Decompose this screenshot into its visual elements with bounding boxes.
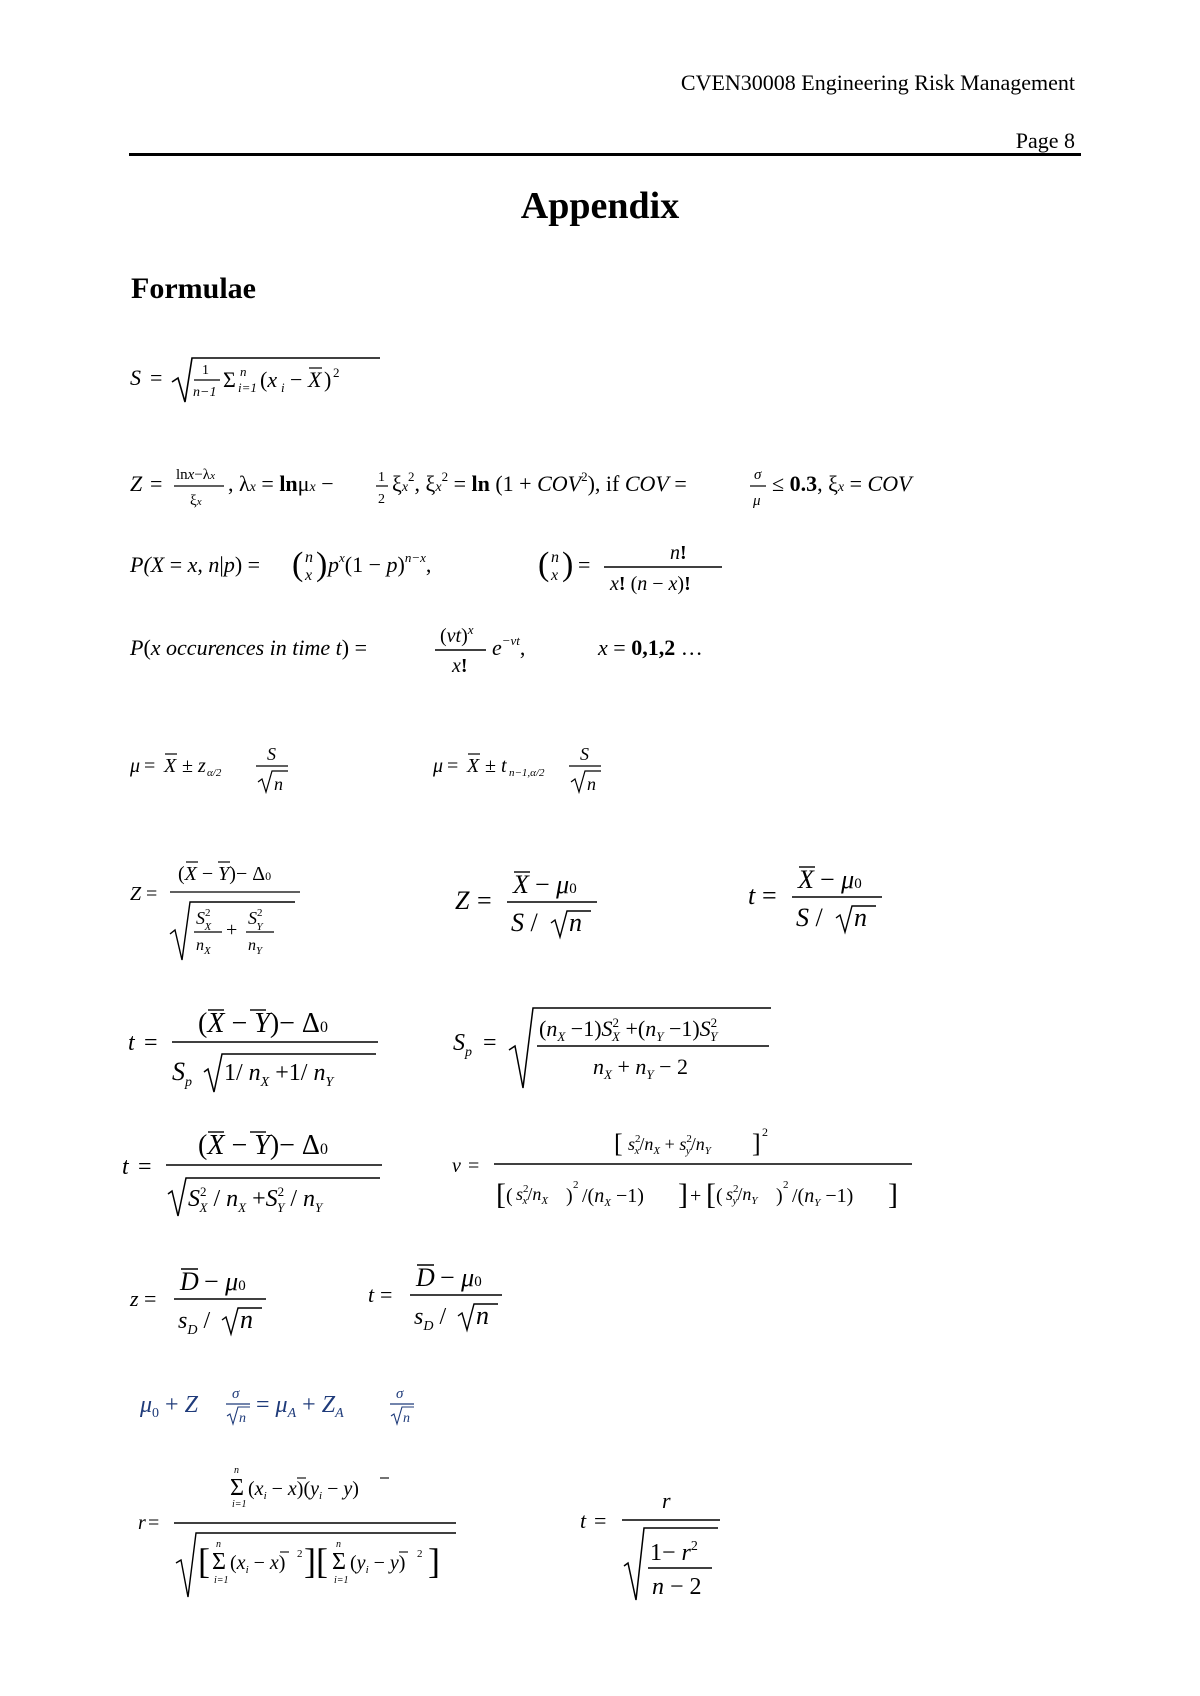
svg-text:=: = [477,886,492,915]
svg-text:1/ nX +1/ nY: 1/ $n_X +1/$ $n_Y$ [224,1060,334,1090]
svg-text:Σ: Σ [230,1475,244,1501]
svg-text:t: t [122,1154,129,1180]
svg-text:=: = [146,883,158,905]
svg-text:σ: σ [396,1386,404,1402]
svg-text:r: r [662,1488,671,1513]
svg-text:e−νt,: $e^{-\nu t}$, [492,633,526,660]
svg-text:(: ( [506,1185,513,1207]
svg-text:σ: σ [754,467,762,483]
svg-text:2: 2 [297,1548,303,1560]
formula-poisson [130,620,750,680]
svg-text:Sp: $S_p$ [172,1057,192,1090]
header-rule [129,153,1081,156]
svg-text:α/2: α/2 [207,767,222,779]
svg-text:[: [ [614,1129,623,1158]
svg-text:2: 2 [762,1125,768,1139]
svg-text:P(x occurences in time t) =: P(x occurences in time t) = [130,635,368,660]
svg-text:s2y/nY: $s^2$ $y/n_Y$ [726,1183,758,1207]
svg-text:=: = [148,1512,160,1534]
formula-t-paired [368,1258,518,1338]
svg-text:n−1: n−1 [193,385,217,400]
page-number: Page 8 [1015,128,1075,153]
svg-text:+: + [690,1185,702,1207]
svg-text:S2X / nX +S2Y / nY: $S^2$ $X / n_X +S^2$ Y / $n_Y$ [188,1184,323,1215]
svg-text:(xi − x)(yi − y): $(x_i - x)(y_i - y)$ [248,1478,359,1502]
svg-text:μ: μ [433,755,444,777]
svg-text:Σ: Σ [332,1549,346,1575]
formula-ci-z [130,738,310,808]
svg-text:n: n [239,1411,246,1426]
svg-text:S: S [580,744,589,764]
svg-text:=: = [144,755,156,777]
svg-text:D: D [416,1263,435,1292]
svg-text:Sp: $S_p$ [453,1030,472,1060]
svg-text:=: = [138,1154,152,1180]
svg-text:X: X [798,865,814,894]
svg-text:n: n [854,903,867,932]
svg-text:μ: μ [130,755,141,777]
svg-text:n: n [587,774,596,794]
svg-text:− μ0: − μ0 [535,870,577,899]
svg-text:t: t [128,1030,135,1056]
formula-welch-df [452,1118,922,1228]
svg-text:nX: $n_X$ [196,937,211,957]
svg-text:z: z [130,1286,139,1311]
svg-text:/(nY −1): $/(n_Y -1)$ [792,1185,854,1209]
formula-z-one-sample [455,865,615,945]
svg-text:1: 1 [202,363,209,378]
svg-text:i: i [281,380,285,395]
svg-text:= μA + ZA: = $\mu_A + Z_A$ [256,1392,344,1421]
svg-text:x! (n − x)!: x! (n − x)! [610,573,691,595]
svg-text:(X − Y)− Δ0: (X − Y)− Δ0 [198,1008,328,1039]
svg-text:2: 2 [573,1179,579,1191]
svg-text:(: ( [292,546,304,583]
svg-text:ξx2, ξx2 = ln (1 + COV2), if C: $\xi x^2$, $\xi x^2 = \ln (1 + COV^2)$, if COV = [392,469,687,496]
formula-t-one-sample [748,860,898,940]
svg-text:2: 2 [333,365,340,380]
svg-text:t: t [748,881,756,910]
svg-text:z: z [198,755,206,777]
formula-ci-t [433,738,633,808]
formula-t-pooled [128,1000,398,1100]
svg-text:X: X [513,870,529,899]
svg-text:n: n [240,1305,253,1334]
svg-text:X: X [467,755,480,777]
formula-t-correlation [580,1480,740,1610]
svg-text:=: = [594,1508,607,1533]
svg-text:t: t [368,1282,375,1307]
svg-text:S2X: $S^2$ X [196,907,212,933]
svg-text:1: 1 [378,470,385,485]
formula-std-dev [130,350,390,410]
formula-pooled-sp [453,1000,783,1100]
svg-text:): ) [562,546,574,583]
formula-correlation [138,1465,468,1605]
section-heading: Formulae [131,272,256,305]
svg-text:n: n [569,908,582,937]
svg-text:X: X [164,755,177,777]
svg-text:i=1: i=1 [214,1575,229,1586]
svg-text:≤ 0.3, ξx = COV: ≤ 0.3, ξx = COV [772,471,912,496]
svg-text:(X − Y)− Δ0: (X − Y)− Δ0 [198,1130,328,1161]
svg-text:n: n [274,774,283,794]
svg-text:(xi − x): $(x_i - x)$ [230,1552,286,1576]
svg-text:(x: (x [260,367,278,392]
svg-text:n: n [240,364,247,379]
formula-power [140,1380,440,1440]
svg-text:−: − [290,367,303,392]
svg-text:, λx = lnμx −: , λx = lnμx − [228,471,334,496]
svg-text:=: = [144,1286,157,1311]
svg-text:=: = [762,881,777,910]
svg-text:nX + nY − 2: $n_X + n_Y - 2$ [593,1054,689,1082]
svg-text:(νt)x: $(\nu t)^x$ [440,622,474,647]
svg-text:(nX −1)S2X +(nY −1)S2Y: $(n_X -1)S^2$ $X +(n_Y -1)S^2$ Y [539,1015,718,1044]
svg-text:Σ: Σ [212,1549,226,1575]
svg-text:S: S [267,744,276,764]
svg-text:S /: S / [796,903,823,932]
svg-text:2: 2 [783,1179,789,1191]
svg-text:n: n [216,1539,221,1550]
svg-text:±: ± [485,755,496,777]
svg-text:− μ0: − μ0 [204,1267,246,1296]
svg-text:lnx−λx: lnx−λx [176,467,215,483]
svg-text:nY: $n_Y$ [248,937,263,957]
svg-text:ξx: ξx [190,493,202,509]
svg-text:2: 2 [417,1548,423,1560]
svg-text:][: ][ [304,1541,328,1581]
svg-text:): ) [324,367,332,392]
svg-text:Z: Z [130,471,143,496]
svg-text:n: n [305,549,313,566]
svg-text:i=1: i=1 [232,1499,247,1510]
svg-text:1− r2: $1- r^2$ [650,1539,698,1566]
svg-text:): ) [566,1185,573,1207]
svg-text:/(nX −1): $/(n_X -1)$ [582,1185,644,1209]
formula-t-welch [122,1122,402,1222]
svg-text:x!: x! [452,655,468,677]
svg-text:sD /: $s_D$ / [414,1304,447,1334]
svg-text:Z: Z [130,883,142,905]
svg-text:±: ± [182,755,193,777]
svg-text:x: x [551,567,559,584]
svg-text:x: x [305,567,313,584]
svg-text:(X − Y)− Δ0: (X − Y)− Δ0 [178,863,272,885]
svg-text:[: [ [706,1178,716,1211]
svg-text:[: [ [496,1178,506,1211]
svg-text:s2x/nX: $s^2$ $x/n_X$ [516,1183,549,1207]
svg-text:+: + [226,919,238,941]
svg-text:]: ] [888,1178,898,1211]
svg-text:− μ0: − μ0 [440,1263,482,1292]
svg-text:=: = [380,1282,393,1307]
course-title: CVEN30008 Engineering Risk Management [680,70,1075,95]
formula-lognormal [130,463,950,513]
svg-text:=: = [150,365,163,390]
svg-text:=: = [468,1155,480,1177]
svg-text:(: ( [538,546,550,583]
svg-text:S2Y: $S^2$ Y [248,907,263,933]
svg-text:[: [ [198,1541,210,1581]
svg-text:S /: S / [511,908,538,937]
svg-text:S: S [130,365,141,390]
svg-text:px(1 − p)n−x,: $p^x(1 - p)^{n-x}$, [328,550,432,577]
svg-text:=: = [144,1030,158,1056]
svg-text:n: n [551,549,559,566]
svg-text:=: = [447,755,459,777]
svg-text:2: 2 [378,492,385,507]
svg-text:D: D [180,1267,199,1296]
svg-text:Z: Z [455,886,470,915]
svg-text:]: ] [678,1178,688,1211]
formula-z-two-sample [130,850,330,970]
svg-text:P(X = x, n|p) =: P(X = x, n|p) = [130,552,261,577]
svg-text:s2x/nX + s2y/nY: $s^2$ $x/n_X + s^2$ $y/n_Y$ [628,1133,711,1157]
svg-text:t: t [580,1508,587,1533]
svg-text:x = 0,1,2 …: x = 0,1,2 … [598,635,703,660]
svg-text:(: ( [716,1185,723,1207]
svg-text:n−1,α/2: n−1,α/2 [509,767,545,779]
svg-text:n − 2: n − 2 [652,1574,702,1600]
svg-text:): ) [316,546,328,583]
svg-text:X: X [308,367,322,392]
svg-text:n: n [336,1539,341,1550]
svg-text:r: r [138,1512,146,1534]
svg-text:μ: μ [753,493,761,509]
svg-text:=: = [150,471,163,496]
page-title: Appendix [520,185,680,227]
svg-text:σ: σ [232,1386,240,1402]
svg-text:Σ: Σ [223,367,236,392]
svg-text:n!: n! [670,542,687,564]
svg-text:]: ] [428,1541,440,1581]
svg-text:i=1: i=1 [238,380,257,395]
svg-text:): ) [776,1185,783,1207]
svg-text:t: t [501,755,507,777]
formula-binomial [130,538,750,598]
svg-text:=: = [578,552,591,577]
svg-text:n: n [476,1301,489,1330]
svg-text:ν: ν [452,1155,461,1177]
svg-text:n: n [403,1411,410,1426]
formula-z-paired [130,1262,280,1342]
svg-text:sD /: $s_D$ / [178,1308,211,1338]
svg-text:n: n [234,1465,239,1476]
svg-text:]: ] [752,1129,761,1158]
svg-text:(yi − y): $(y_i - y)$ [350,1552,406,1576]
svg-text:μ0 + Z: $\mu_0 + Z$ [140,1392,198,1421]
svg-text:i=1: i=1 [334,1575,349,1586]
svg-text:=: = [483,1030,497,1056]
svg-text:− μ0: − μ0 [820,865,862,894]
